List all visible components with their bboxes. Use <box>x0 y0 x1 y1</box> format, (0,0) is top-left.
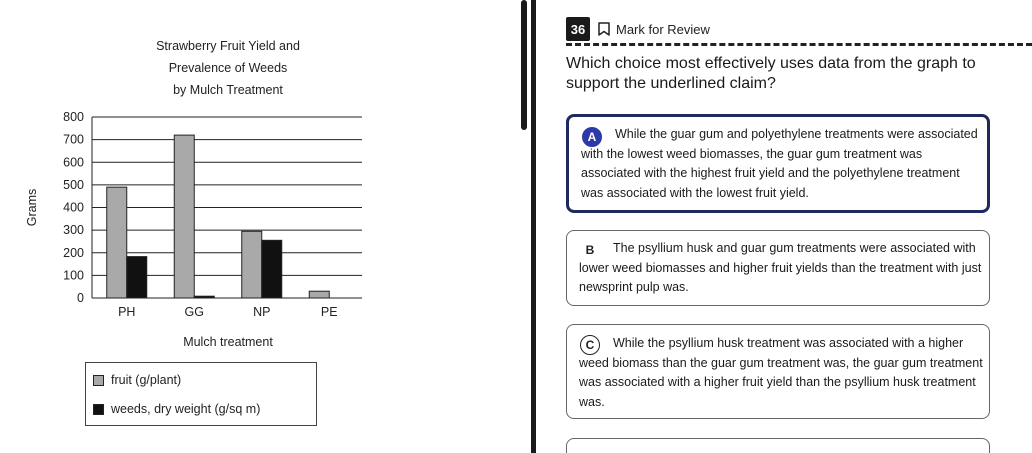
y-tick-label: 0 <box>77 291 84 305</box>
answer-option-d[interactable] <box>566 438 990 453</box>
y-tick-label: 600 <box>63 155 84 170</box>
legend-item-weeds <box>93 402 260 416</box>
y-tick-label: 500 <box>63 177 84 192</box>
question-number: 36 <box>566 17 590 41</box>
answer-option-b[interactable] <box>566 230 990 306</box>
bar-weeds-ph <box>127 257 147 298</box>
bar-weeds-np <box>262 240 282 298</box>
x-axis-label: Mulch treatment <box>183 335 273 349</box>
mark-for-review-label: Mark for Review <box>616 21 710 37</box>
option-text-c: While the psyllium husk treatment was associated with a higher weed biomass than the guar gum treatment was, the guar gum treatment was associated with a higher fruit yield than the psyllium husk treatment was. <box>579 336 983 409</box>
option-letter-b: B <box>580 240 600 260</box>
bar-weeds-gg <box>194 296 214 298</box>
chart-legend <box>85 362 317 426</box>
pane-resize-handle[interactable] <box>521 0 527 130</box>
answer-option-c[interactable] <box>566 324 990 419</box>
bar-fruit-np <box>242 231 262 298</box>
legend-swatch-fruit <box>93 375 104 386</box>
legend-label-fruit: fruit (g/plant) <box>111 373 182 387</box>
bar-fruit-pe <box>309 291 329 298</box>
option-letter-a: A <box>582 127 602 147</box>
x-tick-label: PE <box>320 305 338 319</box>
y-tick-label: 700 <box>63 132 84 147</box>
y-tick-label: 200 <box>63 245 84 260</box>
x-tick-label: PH <box>118 305 136 319</box>
mark-for-review-button[interactable] <box>598 22 710 37</box>
legend-label-weeds: weeds, dry weight (g/sq m) <box>111 402 261 416</box>
y-tick-label: 400 <box>63 200 84 215</box>
legend-item-fruit <box>93 373 181 387</box>
legend-swatch-weeds <box>93 404 104 415</box>
x-tick-label: GG <box>184 305 204 319</box>
header-divider <box>566 43 1032 46</box>
option-text-a: While the guar gum and polyethylene treatments were associated with the lowest weed biomasses, the guar gum treatment was associated with the highest fruit yield and the polyethylene treatment was associated with the lowest fruit yield. <box>581 127 978 200</box>
y-tick-label: 100 <box>63 268 84 283</box>
chart-title-line-1: Strawberry Fruit Yield and <box>156 39 300 53</box>
chart-title-line-3: by Mulch Treatment <box>173 83 283 97</box>
y-axis-label: Grams <box>25 188 39 227</box>
y-tick-label: 800 <box>63 110 84 124</box>
option-text-b: The psyllium husk and guar gum treatments were associated with lower weed biomasses and higher fruit yields than the treatment with just newsprint pulp was. <box>579 241 982 294</box>
bar-fruit-gg <box>174 135 194 298</box>
option-letter-c: C <box>580 335 600 355</box>
answer-option-a[interactable] <box>566 114 990 213</box>
x-tick-label: NP <box>253 305 271 319</box>
question-panel <box>536 0 1032 453</box>
question-text: Which choice most effectively uses data from the graph to support the underlined claim? <box>566 55 976 92</box>
chart-title-line-2: Prevalence of Weeds <box>168 61 288 75</box>
bar-fruit-ph <box>107 187 127 298</box>
question-header <box>566 16 710 42</box>
y-tick-label: 300 <box>63 223 84 238</box>
bookmark-icon <box>598 22 610 36</box>
